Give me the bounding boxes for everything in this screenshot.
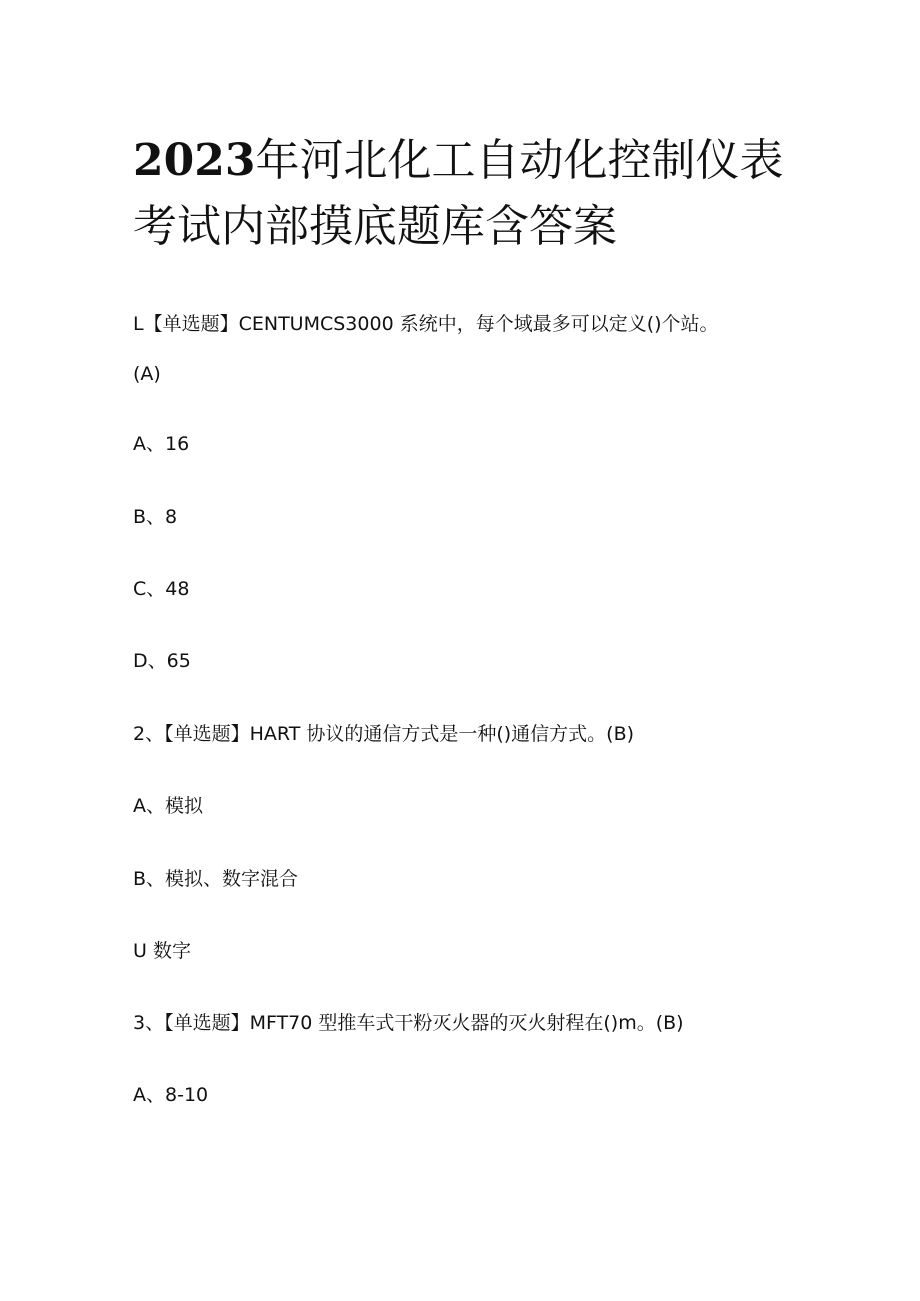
- question-1-answer: (A): [133, 363, 161, 385]
- question-2-option-c: U 数字: [133, 940, 191, 962]
- question-1-option-c: C、48: [133, 578, 190, 600]
- question-3-option-a: A、8-10: [133, 1084, 209, 1106]
- question-2-option-a: A、模拟: [133, 795, 203, 817]
- question-2-option-b: B、模拟、数字混合: [133, 868, 299, 890]
- question-1-option-b: B、8: [133, 506, 178, 528]
- question-2-text: 2、【单选题】HART 协议的通信方式是一种()通信方式。(B): [133, 723, 635, 745]
- question-1-text: L【单选题】CENTUMCS3000 系统中，每个域最多可以定义()个站。: [133, 313, 719, 335]
- question-3-text: 3、【单选题】MFT70 型推车式干粉灭火器的灭火射程在()m。(B): [133, 1012, 684, 1034]
- document-title: [133, 128, 813, 260]
- question-1-option-d: D、65: [133, 650, 191, 672]
- title-year: 2023: [133, 135, 256, 186]
- title-text: 年河北化工自动化控制仪表考试内部摸底题库含答案: [133, 135, 784, 252]
- question-1-option-a: A、16: [133, 433, 190, 455]
